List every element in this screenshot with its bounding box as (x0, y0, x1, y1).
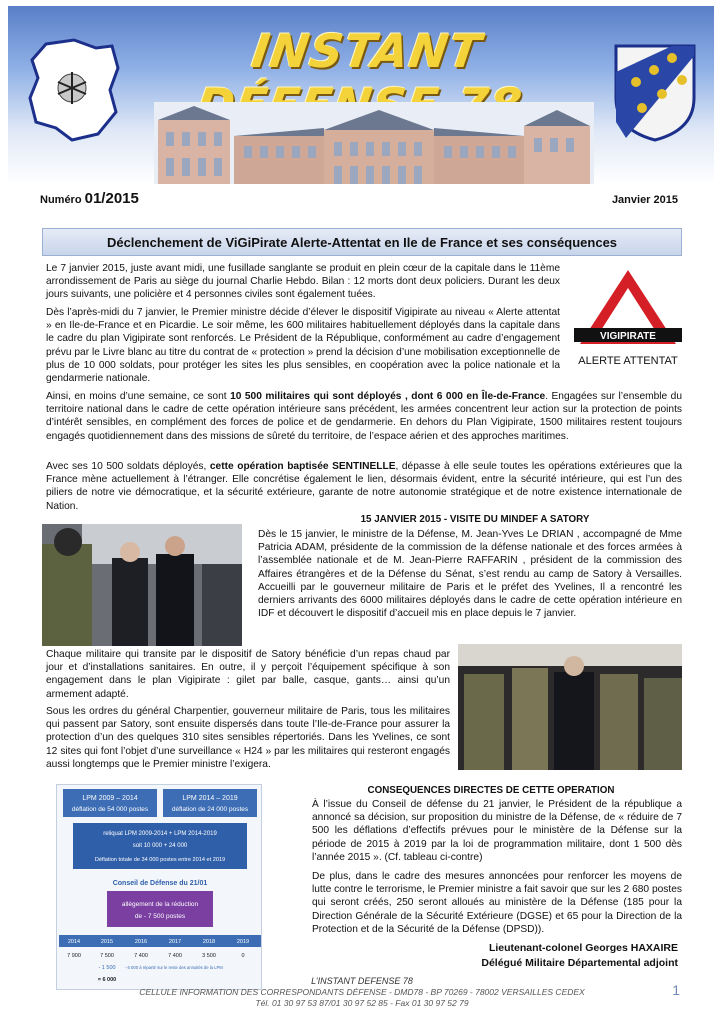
vigipirate-logo-bottom: ALERTE ATTENTAT (578, 355, 678, 367)
versailles-palace-image (154, 102, 594, 184)
year-2016: 2016 (134, 939, 148, 945)
satory-paragraph-2: Chaque militaire qui transite par le dispositif de Satory bénéficie d’un repas chaud par jour et d’installations sanitaires. En outre, il y perçoit l’équipement spécifique à son engagement dans le plan Vigipirate : gilet par balle, casque, gants… ainsi qu’un armement adapté. (46, 649, 450, 700)
lpm1-sub: déflation de 54 000 postes (71, 806, 149, 813)
footer-phone: Tél. 01 30 97 53 87/01 30 97 52 85 - Fax 01 30 97 52 79 (255, 998, 469, 1008)
header-banner (8, 6, 714, 184)
body-paragraph-2: Avec ses 10 500 soldats déployés, cette opération baptisée SENTINELLE, dépasse à elle seule toutes les opérations extérieures que la France mène actuellement à l’étranger. Elle concrétise également le lien, désormais évident, entre la sécurité intérieure, qui est l’un des piliers de notre vie démocratique, et la sécurité extérieure, garante de notre autonomie stratégique et de notre existence internationale de Nation. (46, 461, 682, 512)
year-2015: 2015 (100, 939, 114, 945)
signature-name: Lieutenant-colonel Georges HAXAIRE (488, 942, 678, 954)
satory-paragraph-3: Sous les ordres du général Charpentier, gouverneur militaire de Paris, tous les militaires qui passent par Satory, sont ensuite dispersés dans toute l’Ile-de-France pour assurer la protection d’un des quelques 310 sites sensibles répertoriés. Dans les Yvelines, ce sont 12 sites qui font l’objet d’une surveillance « H24 » par les militaires qui resteront engagés aussi longtemps que le Premier ministre l’exigera. (46, 706, 450, 770)
issue-date: Janvier 2015 (611, 194, 678, 206)
row2-2015: - 1 500 (98, 965, 116, 971)
row3-2015: = 6 000 (97, 977, 117, 983)
year-2017: 2017 (168, 939, 182, 945)
total-text: Déflation totale de 34 000 postes entre 2014 et 2019 (94, 857, 226, 863)
row1-2016: 7 400 (134, 953, 148, 959)
minister-visit-photo (42, 524, 242, 646)
satory-paragraph-1: Dès le 15 janvier, le ministre de la Défense, M. Jean-Yves Le DRIAN , accompagné de Mme Patricia ADAM, présidente de la commission de la défense nationale et des forces armées à l’assemblée nationale et de M. Jean-Pierre RAFFARIN , président de la commission des Affaires étrangères et de la Défense du Sénat, s’est rendu au camp de Satory à Versailles. Accueilli par le gouverneur militaire de Paris et le préfet des Yvelines, Il a rencontré les derniers arrivants des 6000 militaires déployés dans le cadre de cette opération intérieure en IDF et découvert le dispositif d’accueil mis en place depuis le 7 janvier. (258, 529, 682, 620)
row1-2015: 7 500 (100, 953, 114, 959)
vigipirate-alert-logo (574, 266, 682, 378)
footer-title: L’INSTANT DEFENSE 78 (311, 976, 413, 986)
intro-paragraph-1: Le 7 janvier 2015, juste avant midi, une fusillade sanglante se produit en plein cœur de la capitale dans le 11ème arrondissement de Paris au siège du journal Charlie Hebdo. Bilan : 12 morts dont deux policiers. Durant les deux jours suivants, une policière et 4 personnes civiles sont également tuées. (46, 263, 560, 301)
footer (0, 976, 724, 1009)
lpm1-title: LPM 2009 – 2014 (82, 795, 138, 802)
lpm2-sub: déflation de 24 000 postes (171, 806, 249, 813)
conseil-text: Conseil de Défense du 21/01 (112, 880, 208, 887)
page-number: 1 (672, 982, 680, 998)
year-2019: 2019 (236, 939, 250, 945)
consequences-paragraph-2: De plus, dans le cadre des mesures annoncées pour renforcer les moyens de lutte contre le terrorisme, le Premier ministre a fait savoir que sur les 2 680 postes qui seront créés, 250 seront alloués au ministère de la Défense (185 pour la Direction Générale de la Sécurité Extérieure (DGSE) et 65 pour la Direction de la Protection et de la Sécurité de la Défense (DPSD)). (312, 871, 682, 935)
row1-2014: 7 900 (67, 953, 81, 959)
issue-number: Numéro 01/2015 (40, 190, 139, 207)
reliquat-text: reliquat LPM 2009-2014 + LPM 2014-2019 (103, 831, 217, 837)
allegement-line-2: de - 7 500 postes (134, 913, 186, 920)
allegement-line-1: allègement de la réduction (121, 901, 199, 908)
soldiers-photo (458, 644, 682, 770)
yvelines-map-logo (26, 38, 122, 142)
year-2018: 2018 (202, 939, 216, 945)
headline-box (42, 228, 682, 256)
headline: Déclenchement de ViGiPirate Alerte-Attentat en Ile de France et ses conséquences (106, 235, 618, 250)
vigipirate-logo-top: VIGIPIRATE (600, 331, 656, 342)
yvelines-coat-of-arms (612, 42, 698, 142)
signature-role: Délégué Militaire Départemental adjoint (481, 957, 678, 969)
row1-2018: 3 500 (202, 953, 216, 959)
row1-2019: 0 (241, 953, 245, 959)
intro-paragraph-2: Dès l’après-midi du 7 janvier, le Premier ministre décide d’élever le dispositif Vigipirate au niveau « Alerte attentat » en Ile-de-France et en Picardie. Le soir même, les 600 militaires habituellement déployés dans la capitale dans le cadre du plan Vigipirate sont renforcés. Le Président de la République, conformément au cadre d’engagement prévu par le Livre blanc au titre du contrat de « protection » prend la décision d’une mobilisation exceptionnelle de plus de 10 000 soldats, pour protéger les sites les plus sensibles, en coopération avec la police nationale et la gendarmerie nationale. (46, 307, 560, 385)
lpm2-title: LPM 2014 – 2019 (182, 795, 238, 802)
deflation-table-infographic (56, 784, 262, 990)
row1-2017: 7 400 (168, 953, 182, 959)
consequences-paragraph-1: À l’issue du Conseil de défense du 21 janvier, le Président de la république a annoncé sa décision, sur proposition du ministre de la Défense, de « réduire de 7 500 les déflations d’effectifs prévues pour le ministère de la Défense sur la période de 2015 à 2019 par la loi de programmation militaire, dont 1 500 dès l’année 2015 ». (Cf. tableau ci-contre) (312, 799, 682, 863)
footer-address: CELLULE INFORMATION DES CORRESPONDANTS DÉFENSE - DMD78 - BP 70269 - 78002 VERSAILLES CEDEX (139, 987, 585, 997)
row2-rest: - 6 000 à répartir sur le reste des annuités de la LPM (125, 965, 223, 970)
year-2014: 2014 (67, 939, 81, 945)
satory-section-title: 15 JANVIER 2015 - VISITE DU MINDEF A SATORY (360, 514, 590, 525)
consequences-section-title: CONSEQUENCES DIRECTES DE CETTE OPERATION (367, 785, 615, 796)
calc-text: soit 10 000 + 24 000 (132, 843, 188, 849)
body-paragraph-1: Ainsi, en moins d’une semaine, ce sont 10 500 militaires qui sont déployés , dont 6 000 en Île-de-France. Engagées sur l’ensemble du territoire national dans le cadre de cette opération intérieure sans précédent, les armées concentrent leur action sur la protection de points d’intérêt sensibles, en complément des forces de police et de gendarmerie. En dehors du Plan Vigipirate, 1500 militaires restent toujours engagés quotidiennement dans des missions de sûreté du territoire, de l’espace aérien et des approches maritimes. (46, 391, 683, 442)
newsletter-title: INSTANT (248, 24, 486, 78)
